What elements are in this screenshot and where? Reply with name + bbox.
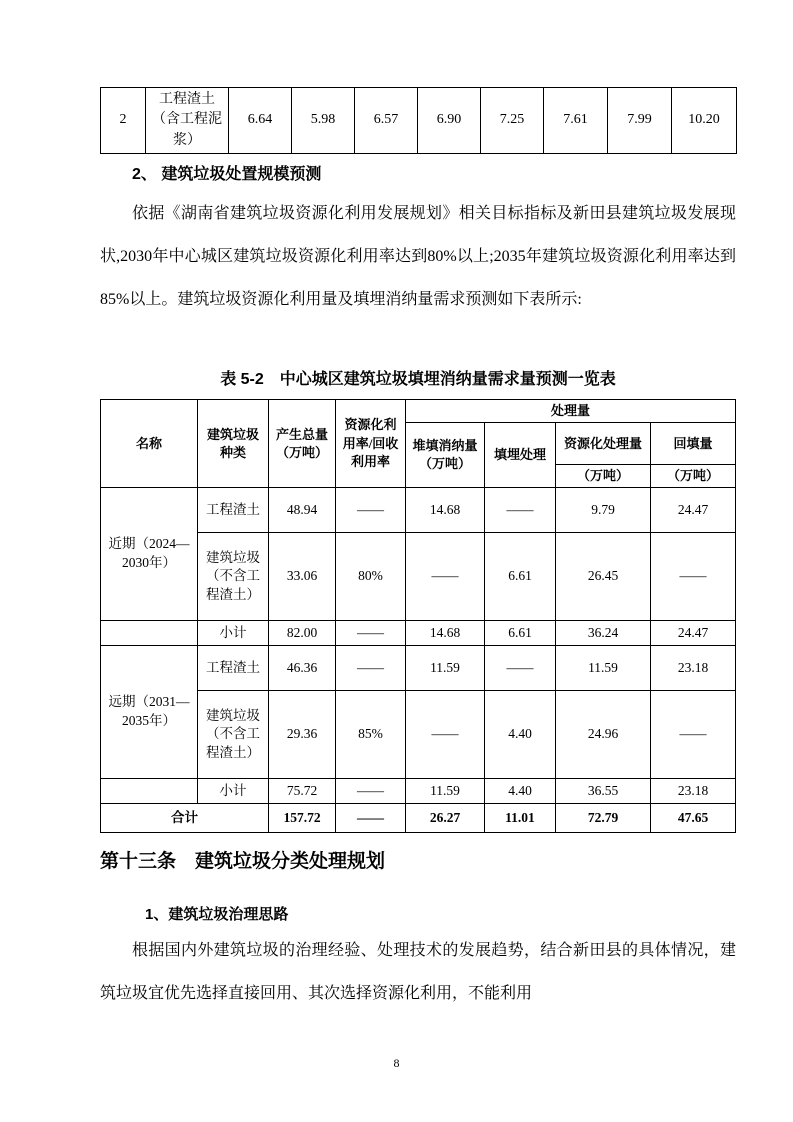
table-cell: —— xyxy=(651,533,736,621)
table-cell: 4.40 xyxy=(485,779,556,804)
waste-label-cell: 工程渣土（含工程泥浆） xyxy=(146,88,229,154)
table-cell: 7.25 xyxy=(481,88,544,154)
table-cell: 36.55 xyxy=(556,779,651,804)
header-name: 名称 xyxy=(101,400,198,488)
table-cell xyxy=(101,621,198,646)
table-cell: 11.59 xyxy=(556,646,651,691)
table-cell: —— xyxy=(485,488,556,533)
table-cell: 14.68 xyxy=(406,621,485,646)
table-cell: —— xyxy=(336,779,406,804)
table-cell: 工程渣土 xyxy=(198,488,269,533)
table-cell: 小计 xyxy=(198,779,269,804)
period-cell: 近期（2024—2030年） xyxy=(101,488,198,621)
table-cell: 11.59 xyxy=(406,646,485,691)
header-recycle-rate: 资源化利用率/回收利用率 xyxy=(336,400,406,488)
table-cell: 4.40 xyxy=(485,691,556,779)
header-total-output: 产生总量（万吨） xyxy=(269,400,336,488)
body-paragraph: 依据《湖南省建筑垃圾资源化利用发展规划》相关目标指标及新田县建筑垃圾发展现状,2030年中心城区建筑垃圾资源化利用率达到80%以上;2035年建筑垃圾资源化利用率达到85%以上。建筑垃圾资源化利用量及填埋消纳量需求预测如下表所示: xyxy=(100,205,736,308)
body-paragraph: 根据国内外建筑垃圾的治理经验、处理技术的发展趋势，结合新田县的具体情况，建筑垃圾宜优先选择直接回用、其次选择资源化利用，不能利用 xyxy=(100,942,736,1002)
table-cell: 24.96 xyxy=(556,691,651,779)
table-cell: 80% xyxy=(336,533,406,621)
sub-heading: 1、建筑垃圾治理思路 xyxy=(145,906,289,923)
page-number: 8 xyxy=(393,1056,400,1070)
table-cell: 7.99 xyxy=(608,88,672,154)
table-row xyxy=(101,779,736,804)
table-cell: 26.45 xyxy=(556,533,651,621)
total-label-cell: 合计 xyxy=(101,804,269,833)
table-cell: 小计 xyxy=(198,621,269,646)
header-backfill-unit: （万吨） xyxy=(651,465,736,488)
table-cell: 46.36 xyxy=(269,646,336,691)
table-cell: 10.20 xyxy=(672,88,737,154)
table-cell: 26.27 xyxy=(406,804,485,833)
table-cell: 24.47 xyxy=(651,621,736,646)
table-cell: —— xyxy=(406,533,485,621)
header-heap-consume: 堆填消纳量（万吨） xyxy=(406,423,485,488)
forecast-table xyxy=(100,399,736,833)
table-row xyxy=(101,88,737,154)
table-cell: 47.65 xyxy=(651,804,736,833)
table-cell: 75.72 xyxy=(269,779,336,804)
table-cell: 29.36 xyxy=(269,691,336,779)
table-cell: 建筑垃圾（不含工程渣土） xyxy=(198,691,269,779)
header-waste-type: 建筑垃圾种类 xyxy=(198,400,269,488)
table-cell: 6.57 xyxy=(355,88,418,154)
table-cell: —— xyxy=(336,804,406,833)
table-cell: 72.79 xyxy=(556,804,651,833)
header-backfill: 回填量 xyxy=(651,423,736,465)
table-cell: 6.61 xyxy=(485,621,556,646)
table-cell: —— xyxy=(485,646,556,691)
table-cell: 11.01 xyxy=(485,804,556,833)
table-cell: 23.18 xyxy=(651,646,736,691)
section-heading: 2、 建筑垃圾处置规模预测 xyxy=(132,166,322,183)
table-cell: 7.61 xyxy=(544,88,608,154)
table-cell: 6.61 xyxy=(485,533,556,621)
table-cell: 82.00 xyxy=(269,621,336,646)
period-cell: 远期（2031—2035年） xyxy=(101,646,198,779)
table-cell: 33.06 xyxy=(269,533,336,621)
table-row xyxy=(101,646,736,691)
table-cell: 6.90 xyxy=(418,88,481,154)
table-cell: 工程渣土 xyxy=(198,646,269,691)
table-cell: 24.47 xyxy=(651,488,736,533)
table-row xyxy=(101,488,736,533)
table-cell: 11.59 xyxy=(406,779,485,804)
table-cell: 48.94 xyxy=(269,488,336,533)
table-cell: 建筑垃圾（不含工程渣土） xyxy=(198,533,269,621)
header-treatment: 处理量 xyxy=(406,400,736,423)
table-cell: —— xyxy=(336,646,406,691)
header-recycled-unit: （万吨） xyxy=(556,465,651,488)
table-header-row xyxy=(101,400,736,423)
table-total-row xyxy=(101,804,736,833)
header-landfill: 填埋处理 xyxy=(485,423,556,488)
table-cell: 157.72 xyxy=(269,804,336,833)
table-cell: —— xyxy=(336,488,406,533)
table-cell: 14.68 xyxy=(406,488,485,533)
table-cell: 9.79 xyxy=(556,488,651,533)
row-index-cell: 2 xyxy=(101,88,146,154)
table-row xyxy=(101,621,736,646)
table-cell: —— xyxy=(651,691,736,779)
table-cell: 36.24 xyxy=(556,621,651,646)
table-cell: 6.64 xyxy=(229,88,292,154)
header-recycled: 资源化处理量 xyxy=(556,423,651,465)
table-title: 表 5-2 中心城区建筑垃圾填埋消纳量需求量预测一览表 xyxy=(220,371,616,388)
table-cell xyxy=(101,779,198,804)
table-cell: —— xyxy=(406,691,485,779)
table-cell: 5.98 xyxy=(292,88,355,154)
top-partial-table xyxy=(100,87,737,154)
table-cell: —— xyxy=(336,621,406,646)
article-heading: 第十三条 建筑垃圾分类处理规划 xyxy=(100,851,386,872)
table-cell: 23.18 xyxy=(651,779,736,804)
table-cell: 85% xyxy=(336,691,406,779)
